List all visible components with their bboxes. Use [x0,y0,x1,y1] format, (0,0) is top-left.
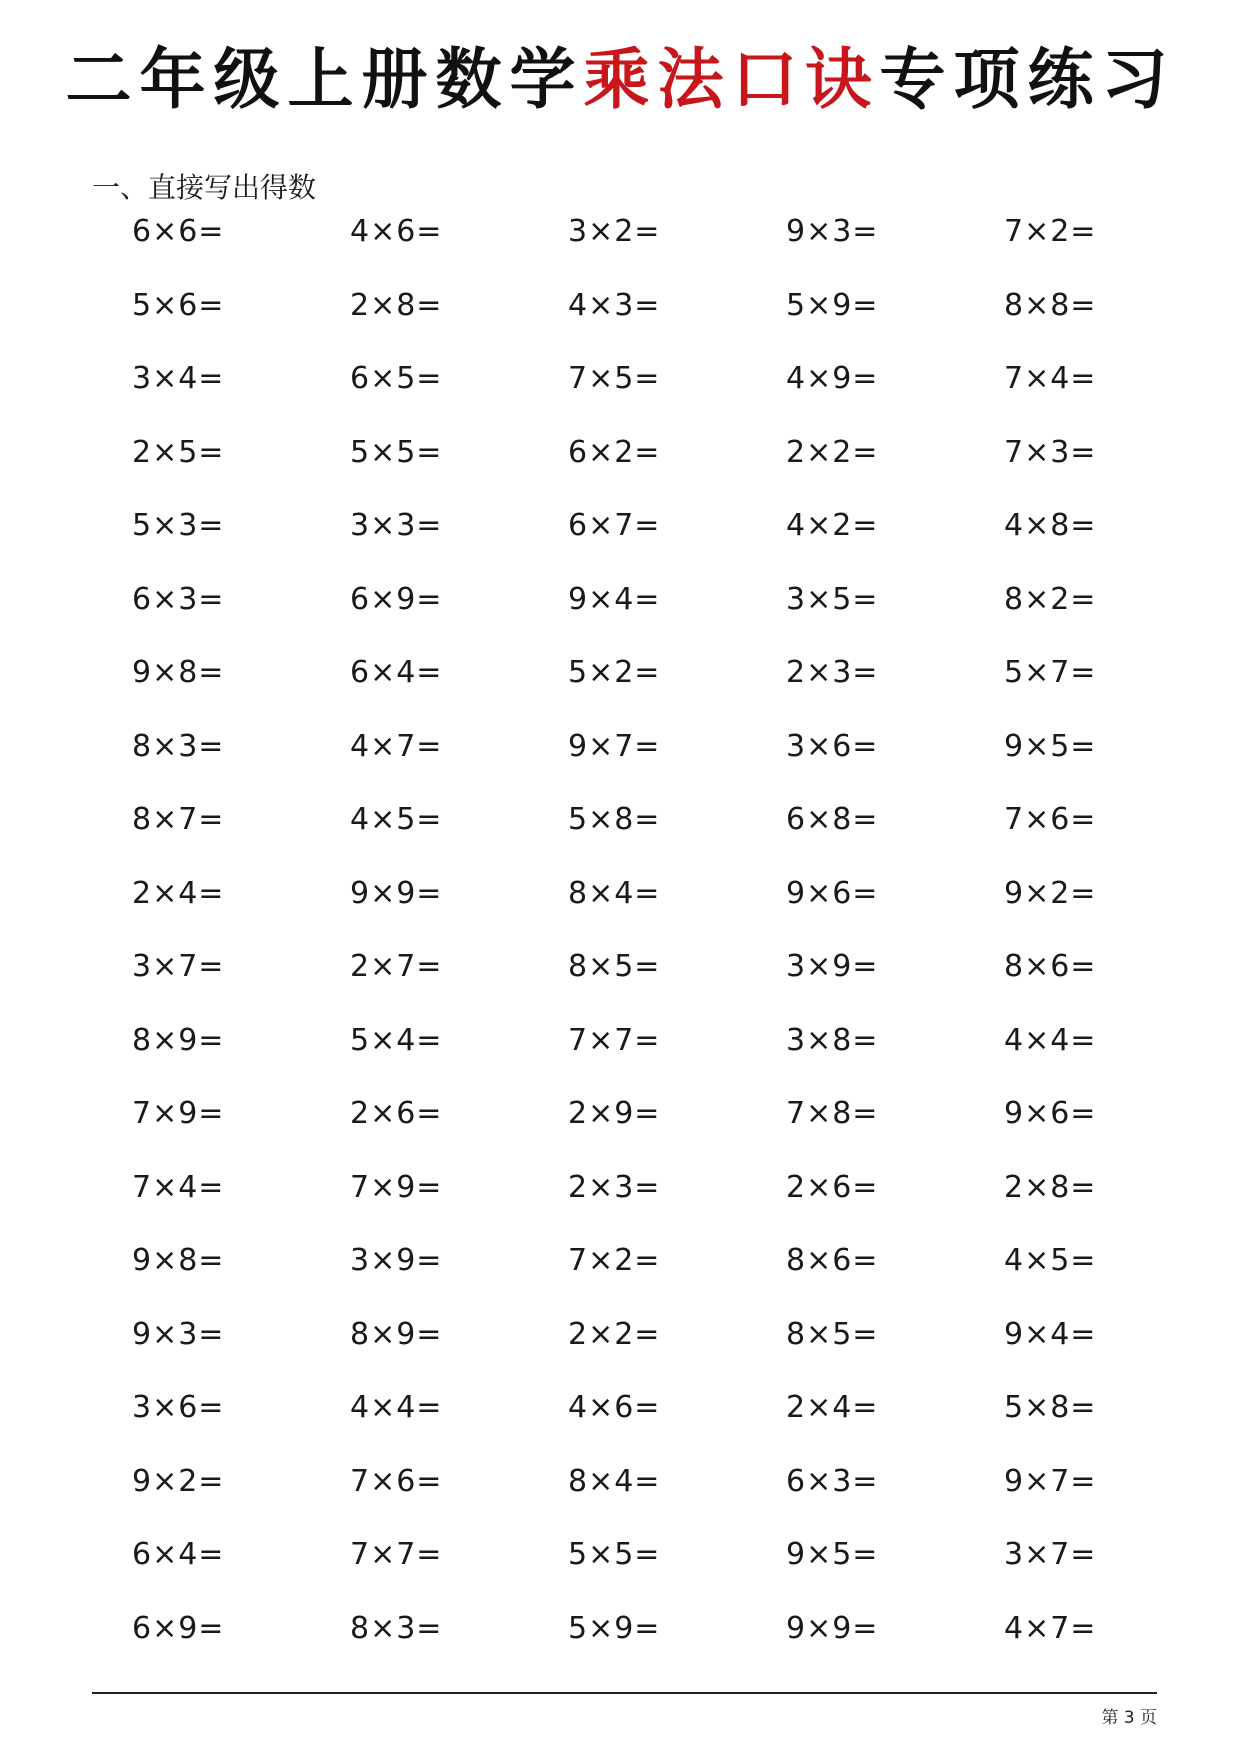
problem-item: 8×3= [350,1610,443,1646]
problem-item: 7×6= [1004,802,1097,837]
problem-item: 7×2= [568,1243,661,1278]
problem-item: 7×4= [1004,361,1097,396]
problem-item: 8×9= [132,1022,225,1058]
problem-item: 4×6= [568,1390,661,1425]
problem-item: 8×3= [132,728,225,764]
problem-item: 9×6= [1004,1096,1097,1131]
footer-divider [92,1692,1157,1694]
problem-item: 3×2= [568,214,661,249]
problem-item: 6×7= [568,508,661,543]
problem-item: 9×5= [1004,728,1097,764]
problem-item: 8×2= [1004,581,1097,617]
problem-item: 8×8= [1004,287,1097,323]
problem-item: 4×5= [350,802,443,837]
problem-item: 3×6= [786,728,879,764]
problem-item: 2×8= [350,287,443,323]
problem-item: 5×5= [350,434,443,470]
problem-item: 4×3= [568,287,661,323]
problem-item: 2×3= [786,655,879,690]
problem-item: 7×9= [350,1169,443,1205]
problem-item: 4×8= [1004,508,1097,543]
problem-item: 6×4= [350,655,443,690]
problem-item: 3×5= [786,581,879,617]
problem-item: 7×3= [1004,434,1097,470]
problem-item: 3×6= [132,1390,225,1425]
problem-item: 2×6= [786,1169,879,1205]
problem-item: 7×8= [786,1096,879,1131]
problem-item: 2×9= [568,1096,661,1131]
problem-item: 6×3= [786,1463,879,1499]
problem-item: 7×4= [132,1169,225,1205]
problem-item: 2×7= [350,949,443,984]
problem-item: 9×2= [1004,875,1097,911]
problem-item: 3×7= [1004,1537,1097,1572]
problem-item: 5×9= [568,1610,661,1646]
problem-item: 4×2= [786,508,879,543]
problem-item: 2×3= [568,1169,661,1205]
problem-item: 2×5= [132,434,225,470]
problem-item: 5×2= [568,655,661,690]
problem-item: 5×4= [350,1022,443,1058]
problem-item: 2×2= [568,1316,661,1352]
problem-item: 3×9= [350,1243,443,1278]
problem-item: 4×6= [350,214,443,249]
problem-item: 7×7= [568,1022,661,1058]
problem-item: 7×5= [568,361,661,396]
section-heading: 一、直接写出得数 [92,171,317,204]
title-part-2: 专项练习 [879,40,1176,118]
problem-item: 5×8= [568,802,661,837]
problem-item: 9×7= [1004,1463,1097,1499]
problem-item: 3×8= [786,1022,879,1058]
problem-item: 3×7= [132,949,225,984]
problem-item: 6×4= [132,1537,225,1572]
problem-item: 2×8= [1004,1169,1097,1205]
problem-item: 7×6= [350,1463,443,1499]
page-title [0,34,1241,124]
problem-item: 6×8= [786,802,879,837]
problem-item: 5×9= [786,287,879,323]
problem-item: 6×6= [132,214,225,249]
title-part-1: 二年级上册数学 [65,40,584,118]
title-highlight: 乘法口诀 [583,40,880,118]
problem-item: 8×4= [568,875,661,911]
problem-item: 5×5= [568,1537,661,1572]
problem-item: 9×7= [568,728,661,764]
problem-item: 7×7= [350,1537,443,1572]
problem-item: 8×7= [132,802,225,837]
problem-item: 9×2= [132,1463,225,1499]
problem-item: 9×8= [132,655,225,690]
problem-item: 4×5= [1004,1243,1097,1278]
problem-item: 6×9= [132,1610,225,1646]
problem-item: 4×7= [1004,1610,1097,1646]
problem-item: 7×2= [1004,214,1097,249]
problem-item: 2×6= [350,1096,443,1131]
problem-item: 2×4= [132,875,225,911]
problem-item: 5×7= [1004,655,1097,690]
problem-item: 4×7= [350,728,443,764]
problem-item: 4×4= [1004,1022,1097,1058]
problem-item: 8×5= [786,1316,879,1352]
problem-item: 6×9= [350,581,443,617]
problem-item: 4×4= [350,1390,443,1425]
problem-item: 8×6= [786,1243,879,1278]
problem-item: 9×4= [1004,1316,1097,1352]
problem-item: 9×9= [350,875,443,911]
problem-item: 9×3= [132,1316,225,1352]
problem-item: 4×9= [786,361,879,396]
problem-item: 6×5= [350,361,443,396]
problem-item: 6×3= [132,581,225,617]
page-number: 第 3 页 [1101,1708,1157,1728]
problem-grid [132,212,1172,1682]
problem-item: 9×5= [786,1537,879,1572]
problem-item: 6×2= [568,434,661,470]
problem-item: 2×4= [786,1390,879,1425]
problem-item: 8×5= [568,949,661,984]
problem-item: 3×4= [132,361,225,396]
problem-item: 9×4= [568,581,661,617]
problem-item: 8×9= [350,1316,443,1352]
problem-item: 7×9= [132,1096,225,1131]
problem-item: 2×2= [786,434,879,470]
problem-item: 5×3= [132,508,225,543]
problem-item: 9×9= [786,1610,879,1646]
problem-item: 8×6= [1004,949,1097,984]
problem-item: 9×3= [786,214,879,249]
problem-item: 3×9= [786,949,879,984]
problem-item: 9×8= [132,1243,225,1278]
problem-item: 9×6= [786,875,879,911]
problem-item: 8×4= [568,1463,661,1499]
problem-item: 3×3= [350,508,443,543]
problem-item: 5×8= [1004,1390,1097,1425]
problem-item: 5×6= [132,287,225,323]
